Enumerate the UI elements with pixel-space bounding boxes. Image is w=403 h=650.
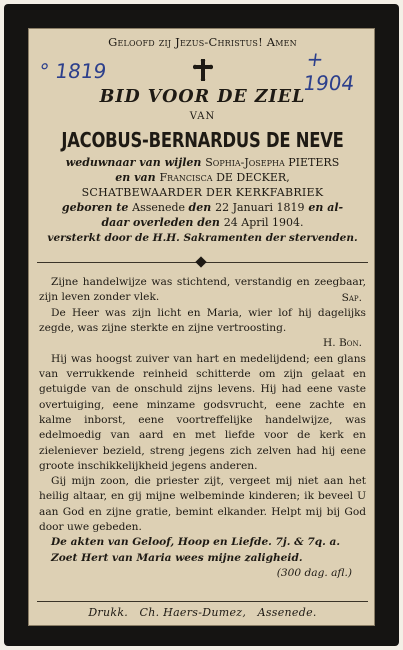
printer-line: Drukk. Ch. Haers-Dumez, Assenede.: [88, 606, 317, 619]
source-sap: Sap.: [341, 291, 362, 304]
van-label: VAN: [189, 111, 216, 122]
birth-line: geboren te Assenede den 22 Januari 1819 en al-: [61, 201, 344, 214]
divider-bottom: [37, 601, 368, 602]
sacraments-line: versterkt door de H.H. Sakramenten der stervenden.: [47, 232, 358, 244]
death-line: daar overleden den 24 April 1904.: [101, 216, 304, 229]
paragraph-2: De Heer was zijn licht en Maria, wier lof hij dagelijks zegde, was zijne sterkte en zijne vertroosting.: [39, 306, 366, 335]
source-h-bon: H. Bon.: [323, 337, 362, 350]
office-line: SCHATBEWAARDER DER KERKFABRIEK: [81, 186, 324, 199]
handwritten-death-year: + 1904: [301, 47, 356, 95]
header-text: Geloofd zij Jezus-Christus! Amen: [108, 35, 297, 49]
prayer-title: BID VOOR DE ZIEL: [99, 87, 306, 107]
indulgence-line-2: Zoet Hert van Maria wees mijne zaligheid.: [51, 551, 303, 564]
paragraph-4: Gij mijn zoon, die priester zijt, vergeet mij niet aan het heilig altaar, en gij mijne welbeminde kinderen; ik beveel U aan God en zijne gratie, bemint elkander. Helpt mij bij God door uwe gebeden.: [39, 475, 366, 534]
paragraph-1: Zijne handelwijze was stichtend, verstandig en zeegbaar, zijn leven zonder vlek.: [39, 276, 366, 304]
text-body: [39, 275, 366, 581]
handwritten-birth-year: ° 1819: [37, 59, 108, 83]
deceased-name: JACOBUS-BERNARDUS DE NEVE: [61, 128, 344, 152]
indulgence-line-1: De akten van Geloof, Hoop en Liefde. 7j. & 7q. a.: [51, 536, 341, 549]
cross-icon: [193, 59, 213, 81]
paragraph-3: Hij was hoogst zuiver van hart en medelijdend; een glans van verrukkende reinheid schitterde om zijn gelaat en getuigde van de onschuld zijns levens. Hij had eene vaste overtuiging, eene minzame godsvrucht, eene zachte en kalme inborst, eene voortreffelijke handelwijze, was edelmoedig van aard en met liefde voor de kerk en zieleniever bezield, streng jegens zich zelven had hij eene groote inschikkelijkheid jegens anderen.: [39, 352, 366, 472]
card-face: [28, 28, 375, 626]
second-spouse-line: en van Francisca DE DECKER,: [115, 171, 290, 184]
widower-line: weduwnaar van wijlen Sophia-Josepha PIETERS: [65, 156, 340, 169]
indulgence-days: (300 dag. afl.): [276, 566, 352, 579]
memorial-card: [4, 4, 399, 646]
diamond-ornament-icon: [195, 256, 206, 267]
